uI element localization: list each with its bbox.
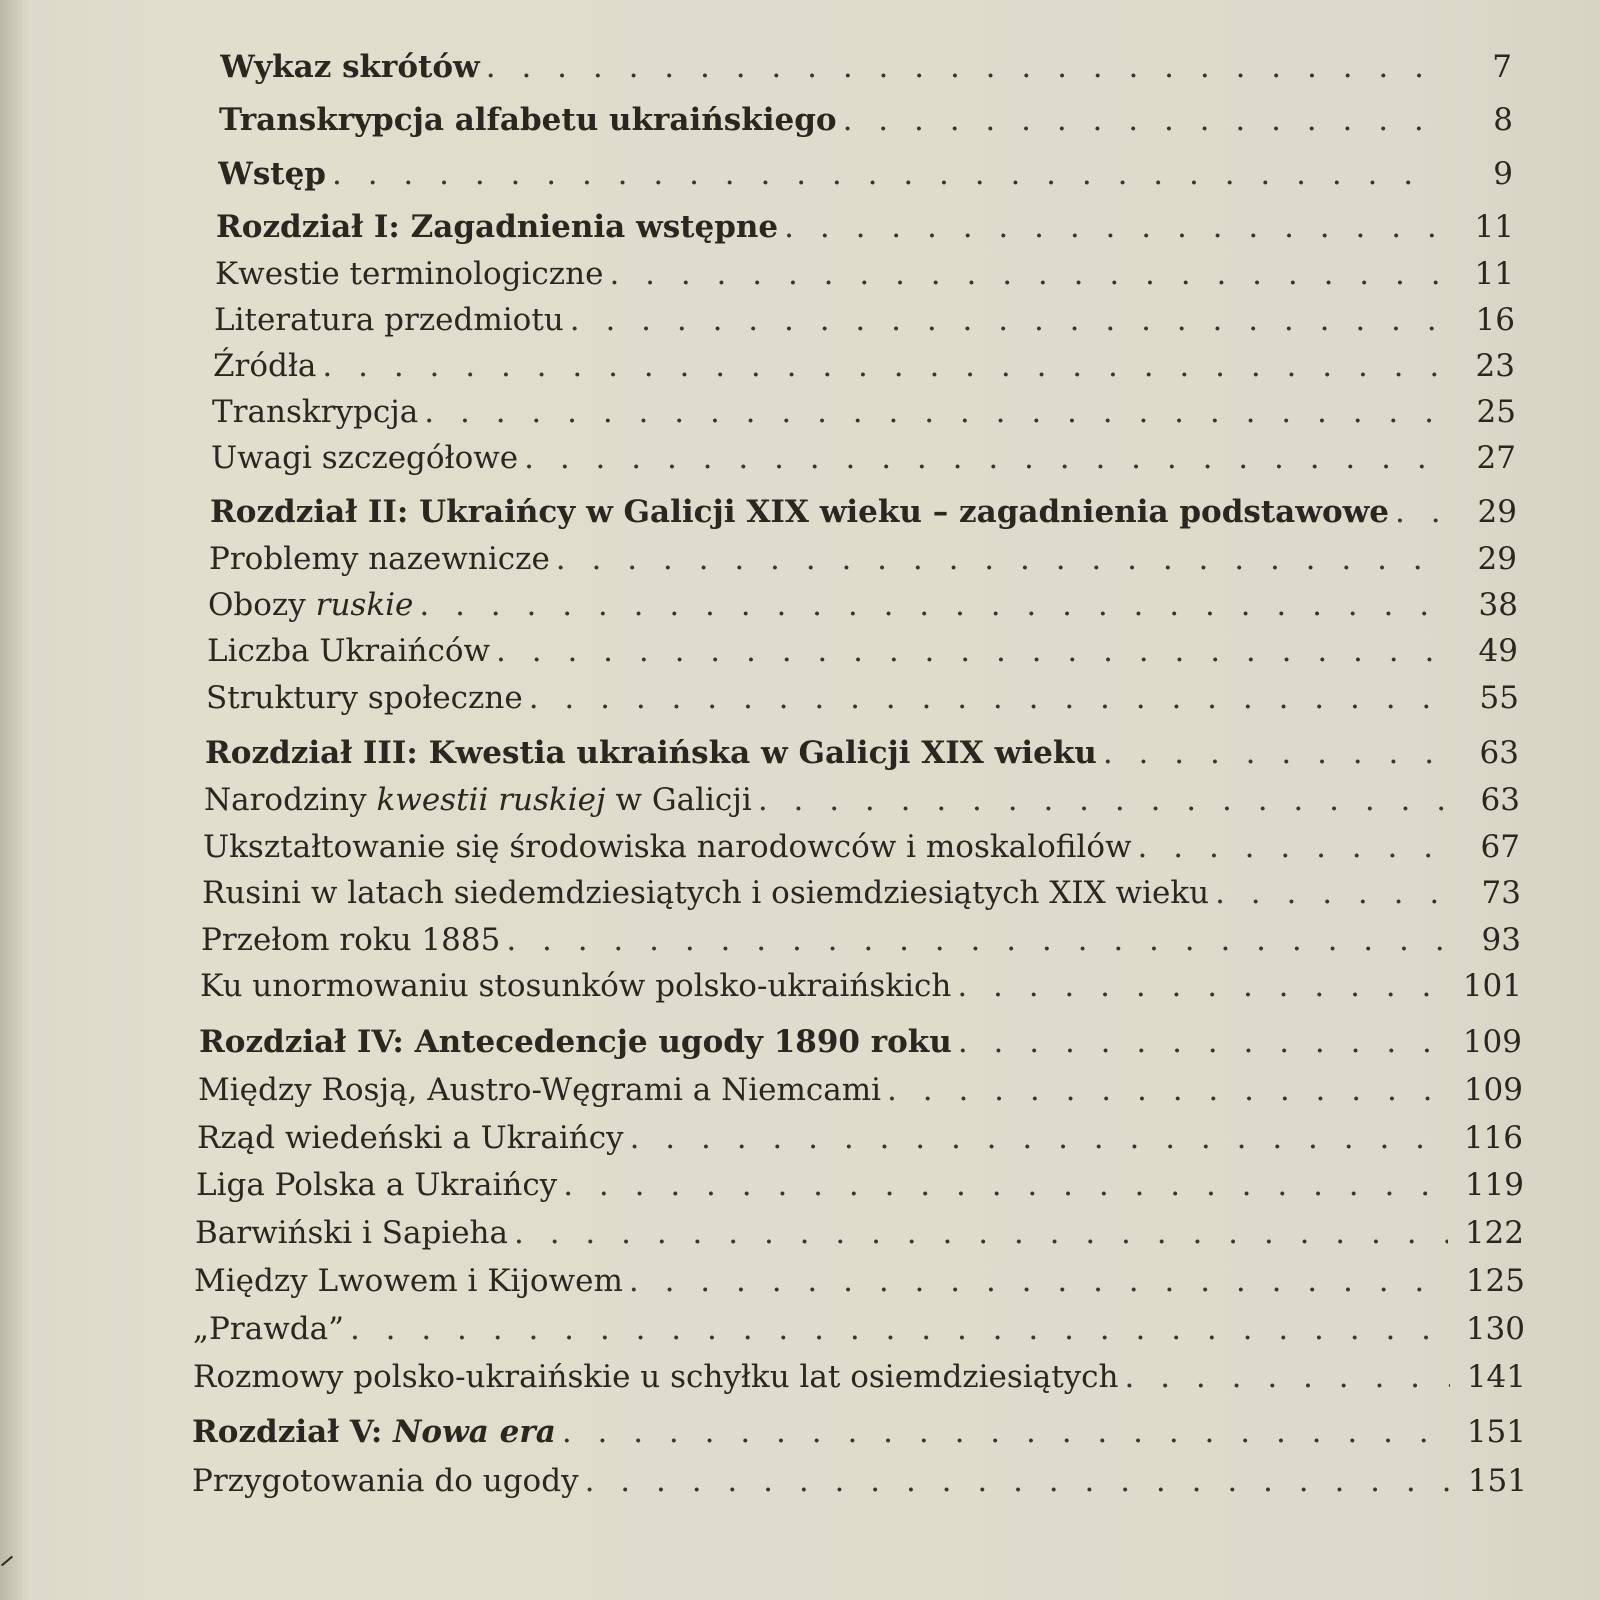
toc-entry	[206, 678, 1519, 718]
toc-entry-page: 130	[1465, 1311, 1525, 1347]
toc-entry-title-prefix: Rozdział V:	[192, 1414, 394, 1450]
toc-entry	[196, 1165, 1524, 1205]
toc-leader-dots	[958, 1022, 1446, 1062]
toc-entry	[215, 254, 1514, 294]
toc-entry-title: Rozmowy polsko-ukraińskie u schyłku lat osiemdziesiątych	[193, 1359, 1119, 1395]
toc-entry-page: 11	[1474, 209, 1514, 245]
toc-entry	[199, 1022, 1522, 1062]
toc-entry-title: Przełom roku 1885	[201, 922, 501, 958]
toc-leader-dots	[524, 438, 1440, 478]
toc-entry-title	[192, 1412, 556, 1452]
toc-entry	[195, 1213, 1524, 1253]
toc-entry-title: Rusini w latach siedemdziesiątych i osiemdziesiątych XIX wieku	[202, 875, 1210, 911]
toc-leader-dots	[887, 1070, 1447, 1110]
toc-entry	[207, 631, 1518, 671]
toc-entry	[202, 873, 1521, 913]
toc-entry-title: Liga Polska a Ukraińcy	[196, 1167, 558, 1203]
toc-entry-page: 125	[1465, 1263, 1525, 1299]
toc-leader-dots	[563, 1165, 1448, 1205]
toc-leader-dots	[1103, 733, 1443, 773]
toc-entry-page: 7	[1492, 49, 1512, 85]
toc-entry	[192, 1412, 1526, 1452]
toc-entry	[193, 1309, 1525, 1349]
toc-entry	[211, 438, 1516, 478]
toc-entry-title: Ku unormowaniu stosunków polsko-ukraińskich	[200, 968, 952, 1004]
toc-leader-dots	[322, 346, 1439, 386]
toc-entry	[220, 47, 1512, 87]
toc-entry-title: Przygotowania do ugody	[192, 1463, 579, 1499]
toc-leader-dots	[1215, 873, 1445, 913]
toc-entry	[219, 100, 1513, 140]
toc-entry-title: Rozdział III: Kwestia ukraińska w Galicji XIX wieku	[205, 735, 1097, 771]
toc-entry-page: 151	[1466, 1414, 1526, 1450]
toc-entry-title: Liczba Ukraińców	[207, 633, 491, 669]
toc-leader-dots	[1125, 1357, 1451, 1397]
toc-entry-page: 23	[1475, 348, 1515, 384]
toc-entry-page: 27	[1476, 440, 1516, 476]
toc-leader-dots	[585, 1461, 1451, 1501]
toc-entry	[204, 780, 1520, 820]
toc-entry-title: Barwiński i Sapieha	[195, 1215, 508, 1251]
toc-entry-page: 109	[1462, 1024, 1522, 1060]
toc-entry-page: 73	[1481, 875, 1521, 911]
toc-leader-dots	[1138, 827, 1444, 867]
toc-leader-dots	[529, 678, 1443, 718]
toc-entry-title: Rozdział II: Ukraińcy w Galicji XIX wieku – zagadnienia podstawowe	[210, 494, 1390, 530]
toc-leader-dots	[419, 585, 1442, 625]
toc-entry-page: 122	[1464, 1215, 1524, 1251]
toc-entry-page: 25	[1476, 394, 1516, 430]
toc-entry-title: Uwagi szczegółowe	[211, 440, 519, 476]
toc-entry-title-suffix: w Galicji	[605, 782, 752, 818]
toc-entry-title: Literatura przedmiotu	[214, 302, 564, 338]
toc-entry-title: Rząd wiedeński a Ukraińcy	[197, 1120, 624, 1156]
toc-entry-title: Kwestie terminologiczne	[215, 256, 604, 292]
toc-leader-dots	[350, 1309, 1449, 1349]
toc-leader-dots	[562, 1412, 1450, 1452]
toc-entry-title: Struktury społeczne	[206, 680, 523, 716]
toc-entry-page: 29	[1477, 494, 1517, 530]
toc-entry-page: 38	[1478, 587, 1518, 623]
toc-entry-page: 151	[1467, 1463, 1527, 1499]
toc-leader-dots	[486, 47, 1436, 87]
toc-leader-dots	[570, 300, 1439, 340]
toc-entry	[214, 300, 1515, 340]
toc-leader-dots	[332, 154, 1437, 194]
toc-entry-page: 116	[1463, 1120, 1523, 1156]
toc-leader-dots	[424, 392, 1440, 432]
toc-entry-title-prefix: Narodziny	[204, 782, 377, 818]
toc-entry-title: Transkrypcja alfabetu ukraińskiego	[219, 102, 837, 138]
toc-entry-page: 11	[1474, 256, 1514, 292]
toc-leader-dots	[609, 254, 1438, 294]
toc-entry-title-prefix: Obozy	[208, 587, 316, 623]
toc-entry-page: 109	[1463, 1072, 1523, 1108]
toc-entry	[197, 1118, 1523, 1158]
toc-entry-title: Rozdział I: Zagadnienia wstępne	[216, 209, 779, 245]
toc-entry-page: 9	[1493, 156, 1513, 192]
toc-entry	[193, 1357, 1526, 1397]
toc-entry	[198, 1070, 1523, 1110]
toc-entry-title: „Prawda”	[193, 1311, 344, 1347]
toc-leader-dots	[630, 1118, 1447, 1158]
toc-entry	[192, 1461, 1527, 1501]
toc-leader-dots	[957, 966, 1446, 1006]
toc-entry	[213, 346, 1515, 386]
toc-leader-dots	[784, 207, 1438, 247]
toc-entry	[212, 392, 1516, 432]
toc-entry-page: 8	[1493, 102, 1513, 138]
toc-entry	[210, 492, 1517, 532]
toc-leader-dots	[496, 631, 1442, 671]
toc-entry-page: 101	[1462, 968, 1522, 1004]
toc-entry-title-italic: ruskie	[315, 587, 414, 623]
toc-entry-title: Między Lwowem i Kijowem	[194, 1263, 623, 1299]
toc-entry	[208, 585, 1518, 625]
toc-entry-title-italic: Nowa era	[393, 1414, 556, 1450]
toc-leader-dots	[506, 920, 1445, 960]
toc-entry-title	[208, 585, 413, 625]
toc-entry	[200, 966, 1522, 1006]
toc-entry	[209, 539, 1517, 579]
toc-entry	[203, 827, 1520, 867]
toc-entry-page: 63	[1480, 782, 1520, 818]
toc-entry-title-italic: kwestii ruskiej	[376, 782, 606, 818]
toc-leader-dots	[514, 1213, 1448, 1253]
toc-entry-title: Wstęp	[218, 156, 326, 192]
toc-leader-dots	[758, 780, 1444, 820]
toc-entry-page: 16	[1475, 302, 1515, 338]
toc-entry-title: Źródła	[213, 348, 317, 384]
toc-entry-title: Transkrypcja	[212, 394, 419, 430]
toc-entry-page: 93	[1481, 922, 1521, 958]
toc-entry	[205, 733, 1519, 773]
toc-entry-page: 55	[1479, 680, 1519, 716]
toc-entry	[194, 1261, 1525, 1301]
toc-entry-page: 29	[1477, 541, 1517, 577]
toc-entry-page: 67	[1480, 829, 1520, 865]
toc-entry-title: Między Rosją, Austro-Węgrami a Niemcami	[198, 1072, 882, 1108]
toc-entry	[201, 920, 1521, 960]
toc-leader-dots	[843, 100, 1437, 140]
toc-entry-title: Ukształtowanie się środowiska narodowców i moskalofilów	[203, 829, 1132, 865]
toc-entry	[218, 154, 1513, 194]
toc-entry-title: Wykaz skrótów	[220, 49, 480, 85]
toc-entry-page: 63	[1479, 735, 1519, 771]
toc-entry-page: 119	[1464, 1167, 1524, 1203]
toc-leader-dots	[629, 1261, 1449, 1301]
toc-entry	[216, 207, 1514, 247]
toc-entry-title	[204, 780, 752, 820]
toc-leader-dots	[556, 539, 1441, 579]
toc-leader-dots	[1395, 492, 1441, 532]
toc-entry-page: 141	[1466, 1359, 1526, 1395]
toc-entry-page: 49	[1478, 633, 1518, 669]
toc-entry-title: Rozdział IV: Antecedencje ugody 1890 roku	[199, 1024, 952, 1060]
toc-entry-title: Problemy nazewnicze	[209, 541, 550, 577]
